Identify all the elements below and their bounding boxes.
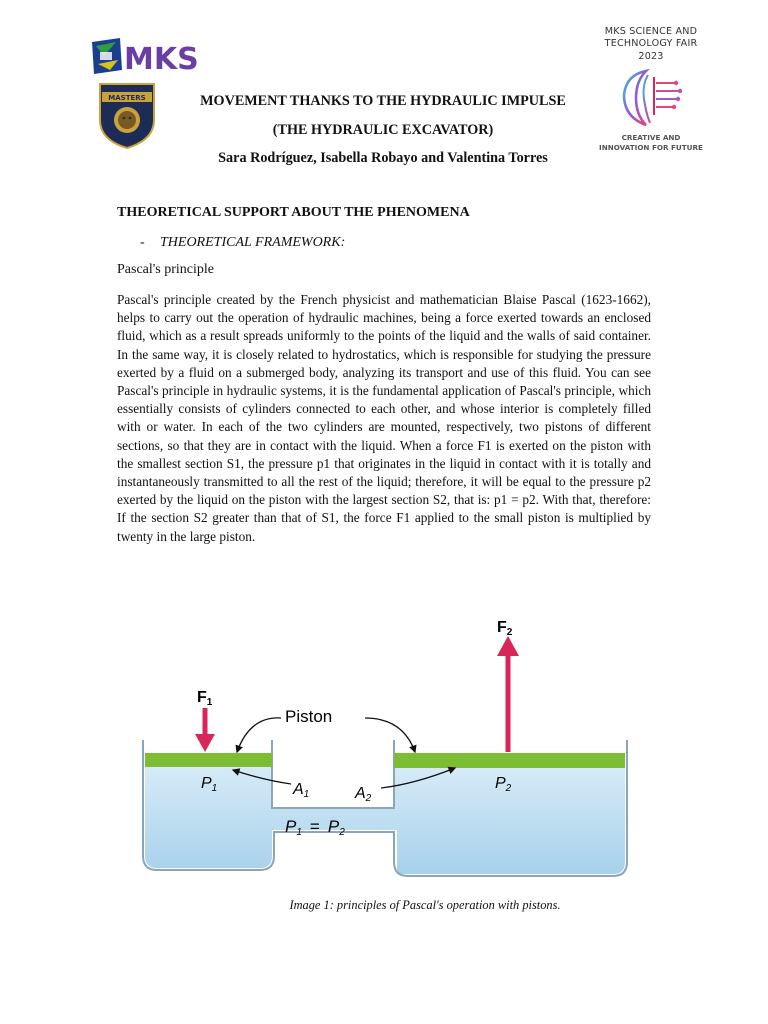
masters-crest-logo: [96, 80, 158, 150]
framework-label: THEORETICAL FRAMEWORK:: [160, 235, 346, 250]
label-f1: F1: [197, 689, 213, 708]
pascal-piston-diagram: [135, 612, 635, 884]
document-subtitle: (THE HYDRAULIC EXCAVATOR): [272, 122, 494, 138]
label-piston: Piston: [285, 707, 333, 726]
framework-list-item: [140, 235, 345, 251]
label-p1: P1: [201, 775, 218, 794]
document-title: MOVEMENT THANKS TO THE HYDRAULIC IMPULSE: [200, 93, 566, 109]
small-piston: [145, 753, 272, 767]
body-paragraph: Pascal's principle created by the French physicist and mathematician Blaise Pascal (1623-1662), helps to carry out the operation of hydraulic machines, being a force exerted towards an enclosed fluid, which as a result spreads uniformly to the points of the liquid and the walls of said container. In the same way, it is closely related to hydrostatics, which is responsible for studying the pressure exerted by a fluid on a submerged body, analyzing its transport and use of this fluid. You can see Pascal's principle in hydraulic systems, it is the fundamental application of Pascal's principle, which essentially consists of cylinders connected to each other, and whose interior is completely filled with or water. In each of the two cylinders are mounted, respectively, two pistons of different sections, so that they are in contact with the liquid. When a force F1 is exerted on the piston with the smallest section S1, the pressure p1 that originates in the liquid in contact with it is totally and instantaneously transmitted to all the rest of the liquid; therefore, it will be equal to the pressure p2 exerted by the liquid on the piston with the largest section S2, that is: p1 = p2. With that, therefore: If the section S2 greater than that of S1, the force F1 applied to the small piston is multiplied by twenty in the large piston.: [117, 292, 651, 544]
label-f2: F2: [497, 619, 513, 638]
fair-tagline: [596, 133, 706, 152]
fair-title: [596, 26, 706, 63]
subheading-pascals-principle: Pascal's principle: [117, 262, 214, 277]
left-cylinder-fluid: [145, 762, 625, 874]
label-a1: A1: [293, 781, 310, 800]
label-a2: A2: [355, 785, 372, 804]
list-dash: -: [140, 235, 145, 250]
mks-logo-text: MKS: [124, 42, 199, 77]
fair-tag-line1: CREATIVE AND: [621, 133, 681, 143]
force-f1-arrow: [195, 708, 215, 752]
label-p2: P2: [495, 775, 512, 794]
document-authors: Sara Rodríguez, Isabella Robayo and Valentina Torres: [218, 150, 548, 166]
equation-p1-equals-p2: P1 = P2: [285, 817, 345, 838]
fair-line2: TECHNOLOGY FAIR: [604, 38, 698, 50]
masters-badge-text: MASTERS: [108, 94, 146, 102]
force-f2-arrow: [497, 636, 519, 752]
section-heading: THEORETICAL SUPPORT ABOUT THE PHENOMENA: [117, 205, 470, 220]
mks-logo: [90, 36, 199, 77]
fair-year: 2023: [638, 50, 664, 62]
large-piston: [394, 753, 625, 768]
fair-line1: MKS SCIENCE AND: [604, 26, 698, 37]
figure-caption: Image 1: principles of Pascal's operation with pistons.: [289, 898, 561, 912]
fair-tag-line2: INNOVATION FOR FUTURE: [599, 142, 703, 152]
science-fair-logo: [596, 26, 706, 152]
brain-circuit-icon: [616, 65, 686, 131]
